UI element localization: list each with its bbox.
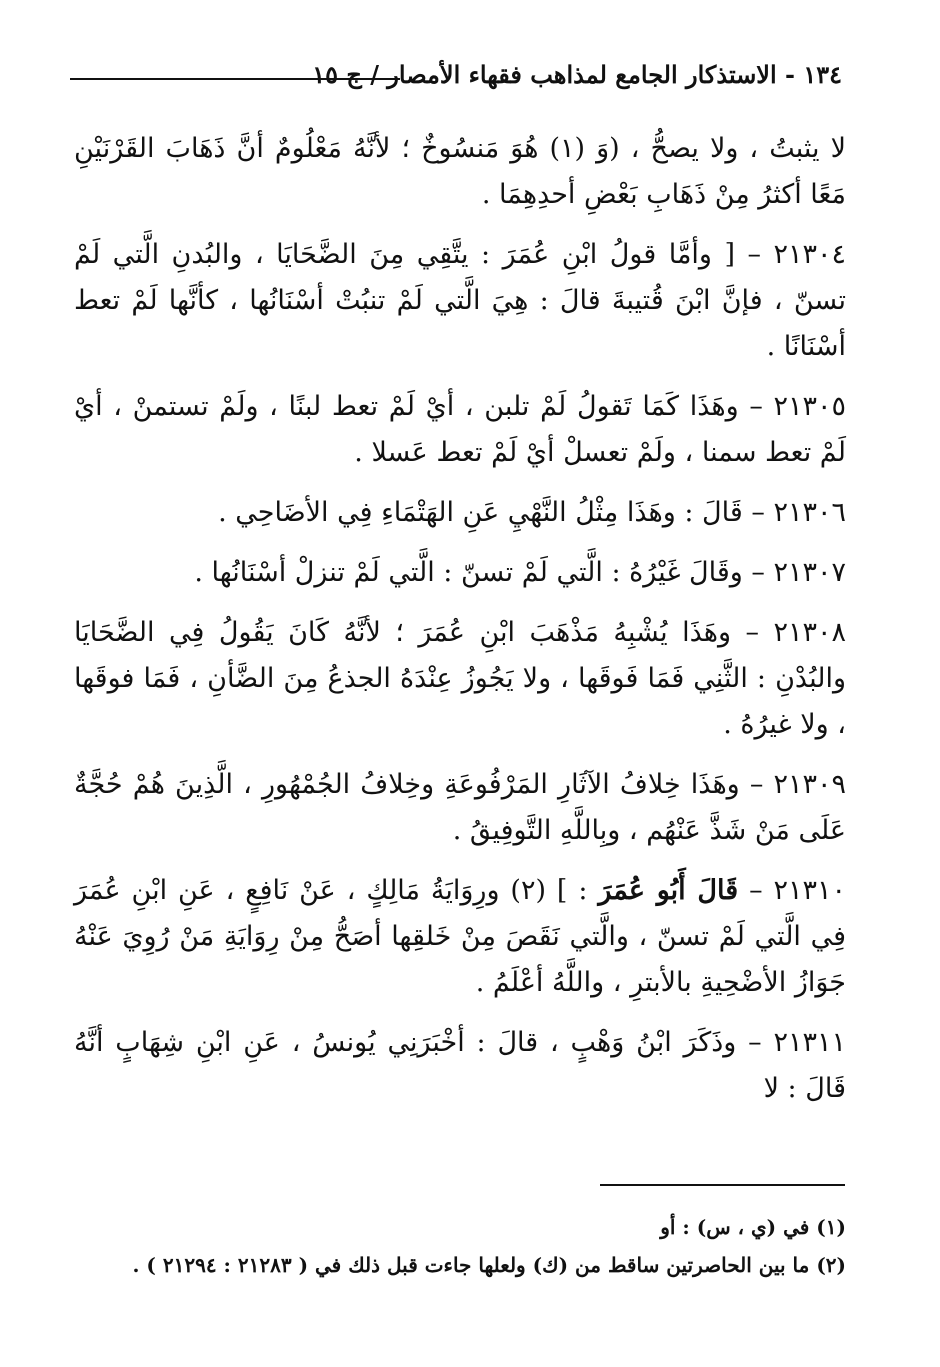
paragraph-number: ٢١٣١١ (773, 1027, 846, 1058)
paragraph-text: : ] (٢) ورِوَايَةُ مَالِكٍ ، عَنْ نَافِعٍ ، عَنِ ابْنِ عُمَرَ فِي الَّتي لَمْ تسنّ ، والَّتي نَقَصَ مِنْ خَلقِها أصَحُّ مِنْ رِوَايَةِ مَنْ رُوِيَ عَنْهُ جَوَازُ الأضْحِيةِ بالأبترِ ، واللَّهُ أعْلَمُ . (74, 875, 846, 998)
paragraph-number: ٢١٣١٠ (773, 875, 847, 906)
paragraph-number: ٢١٣٠٥ (773, 391, 846, 422)
paragraph-lead: قَالَ أَبُو عُمَرَ (598, 875, 739, 906)
footnotes (80, 1208, 846, 1284)
paragraph-text: وقَالَ غَيْرُهُ : الَّتي لَمْ تسنّ : الَّتي لَمْ تنزلْ أسْنَانُها . (194, 557, 743, 588)
paragraph-text: وهَذَا خِلافُ الآثَارِ المَرْفُوعَةِ وخِلافُ الجُمْهُورِ ، الَّذِينَ هُمْ حُجَّةٌ عَلَى مَنْ شَذَّ عَنْهُم ، وبِاللَّهِ التَّوفِيقُ . (74, 769, 846, 846)
footnote-rule (600, 1184, 845, 1186)
paragraph-text: لا يثبتُ ، ولا يصحُّ ، (وَ (١) هُوَ مَنسُوخٌ ؛ لأنَّهُ مَعْلُومٌ أنَّ ذَهَابَ القَرْنَيْنِ مَعًا أكثرُ مِنْ ذَهَابِ بَعْضِ أحدِهِمَا . (74, 133, 846, 210)
paragraph: ٢١٣٠٦ – قَالَ : وهَذَا مِثْلُ النَّهْيِ عَنِ الهَتْمَاءِ فِي الأضَاحِي . (218, 497, 846, 528)
paragraph-number: ٢١٣٠٨ (773, 617, 847, 648)
header-title: ١٣٤ - الاستذكار الجامع لمذاهب فقهاء الأمصار / ج ١٥ (312, 60, 842, 89)
paragraph: ٢١٣١٠ – قَالَ أَبُو عُمَرَ : ] (٢) ورِوَايَةُ مَالِكٍ ، عَنْ نَافِعٍ ، عَنِ ابْنِ عُمَرَ فِي الَّتي لَمْ تسنّ ، والَّتي نَقَصَ مِنْ خَلقِها أصَحُّ مِنْ رِوَايَةِ مَنْ رُوِيَ عَنْهُ جَوَازُ الأضْحِيةِ بالأبترِ ، واللَّهُ أعْلَمُ . (74, 875, 847, 998)
paragraph: ٢١٣٠٩ – وهَذَا خِلافُ الآثَارِ المَرْفُوعَةِ وخِلافُ الجُمْهُورِ ، الَّذِينَ هُمْ حُجَّةٌ عَلَى مَنْ شَذَّ عَنْهُم ، وبِاللَّهِ التَّوفِيقُ . (74, 769, 846, 846)
paragraph-text: وذَكَرَ ابْنُ وَهْبٍ ، قالَ : أخْبَرَنِي يُونسُ ، عَنِ ابْنِ شِهَابٍ أنَّهُ قَالَ : لا (74, 1027, 846, 1104)
paragraph: ٢١٣١١ – وذَكَرَ ابْنُ وَهْبٍ ، قالَ : أخْبَرَنِي يُونسُ ، عَنِ ابْنِ شِهَابٍ أنَّهُ قَالَ : لا (74, 1027, 846, 1104)
paragraph: ٢١٣٠٥ – وهَذَا كَمَا تَقولُ لَمْ تلبن ، أيْ لَمْ تعط لبنًا ، ولَمْ تستمنْ ، أيْ لَمْ تعط سمنا ، ولَمْ تعسلْ أيْ لَمْ تعط عَسلا . (74, 391, 846, 468)
paragraph-text: قَالَ : وهَذَا مِثْلُ النَّهْيِ عَنِ الهَتْمَاءِ فِي الأضَاحِي . (218, 497, 743, 528)
paragraph-number: ٢١٣٠٤ (773, 239, 846, 270)
paragraph: ٢١٣٠٤ – [ وأمَّا قولُ ابْنِ عُمَرَ : يتَّقِي مِنَ الضَّحَايَا ، والبُدنِ الَّتي لَمْ تسنّ ، فإنَّ ابْنَ قُتيبةَ قالَ : هِيَ الَّتي لَمْ تنبُتْ أسْنَانُها ، كأنَّها لَمْ تعط أسْنَانًا . (74, 239, 846, 362)
paragraph-number: ٢١٣٠٦ (773, 497, 846, 528)
paragraph-text: [ وأمَّا قولُ ابْنِ عُمَرَ : يتَّقِي مِنَ الضَّحَايَا ، والبُدنِ الَّتي لَمْ تسنّ ، فإنَّ ابْنَ قُتيبةَ قالَ : هِيَ الَّتي لَمْ تنبُتْ أسْنَانُها ، كأنَّها لَمْ تعط أسْنَانًا . (74, 239, 846, 362)
main-text (74, 126, 846, 1126)
running-header (70, 60, 842, 96)
paragraph-number: ٢١٣٠٧ (773, 557, 846, 588)
paragraph: ٢١٣٠٧ – وقَالَ غَيْرُهُ : الَّتي لَمْ تسنّ : الَّتي لَمْ تنزلْ أسْنَانُها . (194, 557, 846, 588)
paragraph-number: ٢١٣٠٩ (773, 769, 846, 800)
header-rule (70, 78, 400, 80)
paragraph (74, 126, 846, 218)
paragraph-text: وهَذَا كَمَا تَقولُ لَمْ تلبن ، أيْ لَمْ تعط لبنًا ، ولَمْ تستمنْ ، أيْ لَمْ تعط سمنا ، ولَمْ تعسلْ أيْ لَمْ تعط عَسلا . (74, 391, 846, 468)
paragraph-text: وهَذَا يُشْبِهُ مَذْهَبَ ابْنِ عُمَرَ ؛ لأنَّهُ كَانَ يَقُولُ فِي الضَّحَايَا والبُدْنِ : الثَّنِي فَمَا فَوقَها ، ولا يَجُوزُ عِنْدَهُ الجذعُ مِنَ الضَّأنِ ، فَمَا فوقَها ، ولا غيرُهُ . (74, 617, 846, 740)
footnote: (٢) ما بين الحاصرتين ساقط من (ك) ولعلها جاءت قبل ذلك في ( ٢١٢٨٣ : ٢١٢٩٤ ) . (132, 1253, 846, 1277)
paragraph: ٢١٣٠٨ – وهَذَا يُشْبِهُ مَذْهَبَ ابْنِ عُمَرَ ؛ لأنَّهُ كَانَ يَقُولُ فِي الضَّحَايَا والبُدْنِ : الثَّنِي فَمَا فَوقَها ، ولا يَجُوزُ عِنْدَهُ الجذعُ مِنَ الضَّأنِ ، فَمَا فوقَها ، ولا غيرُهُ . (74, 617, 847, 740)
footnote: (١) في (ي ، س) : أو (660, 1215, 846, 1239)
